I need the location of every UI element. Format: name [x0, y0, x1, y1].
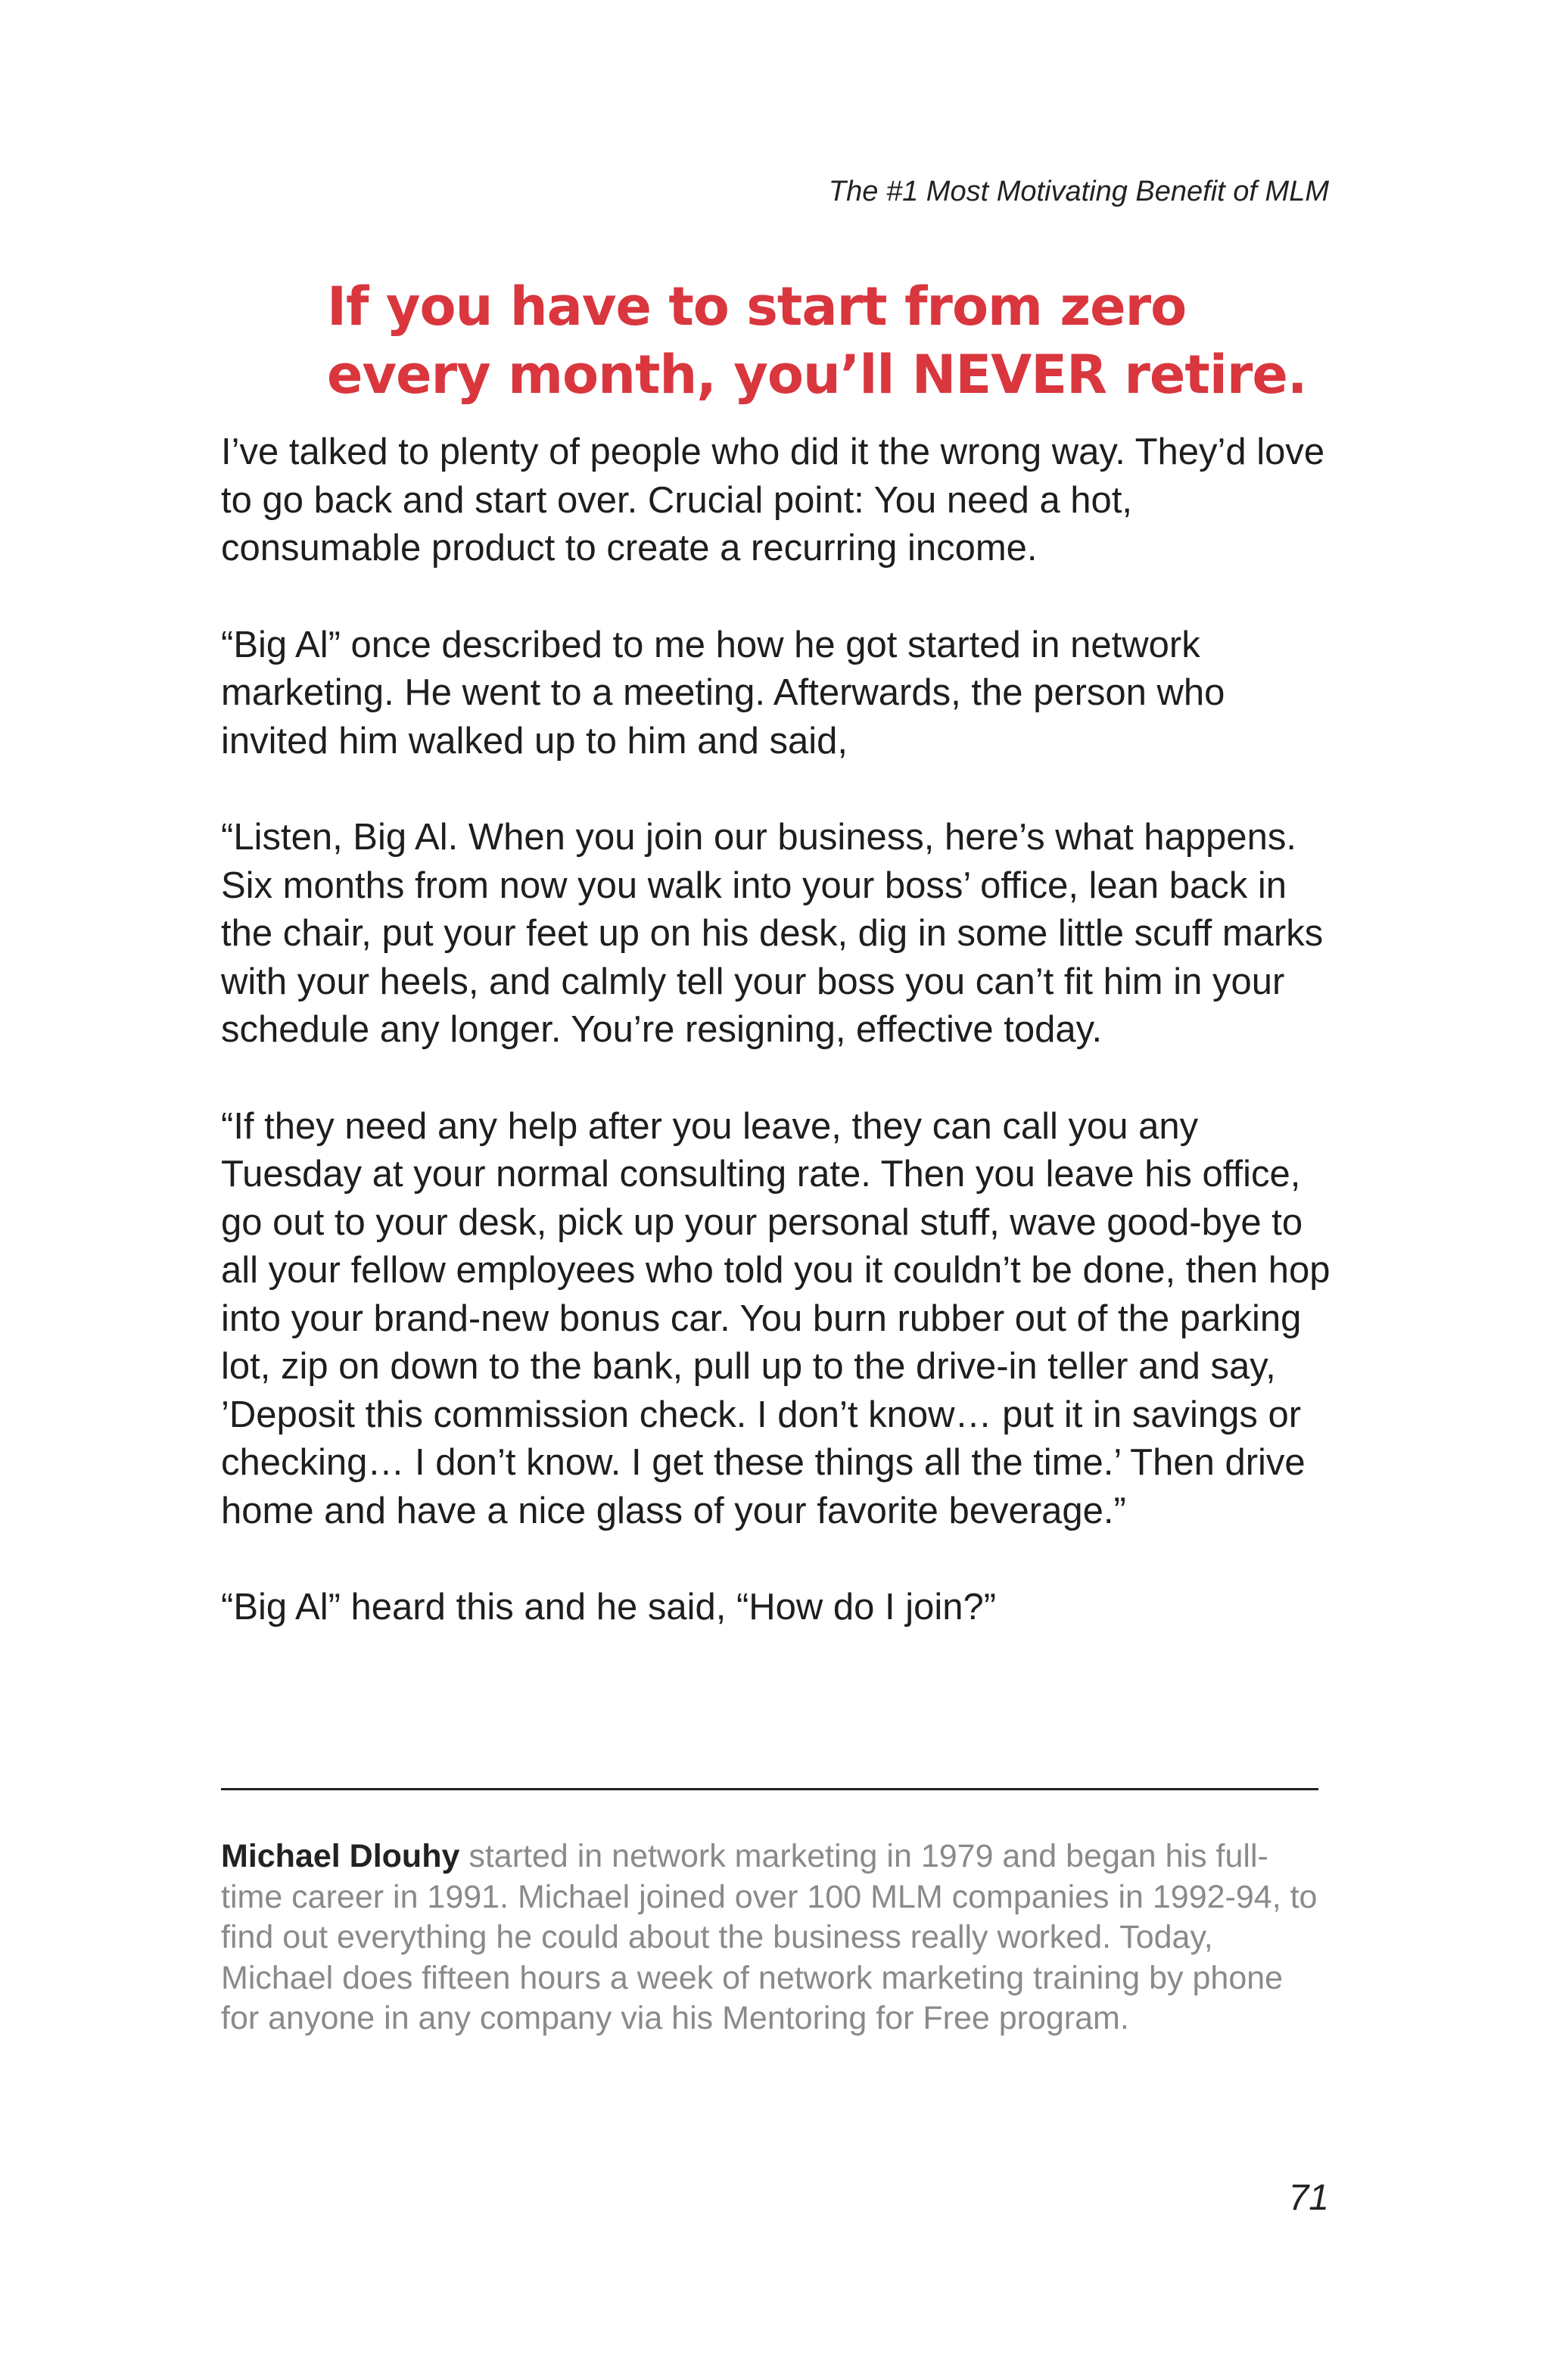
pull-quote: If you have to start from zero every month, you’ll NEVER retire. — [327, 276, 1307, 406]
author-bio-text: started in network marketing in 1979 and began his full-time career in 1991. Michael joined over 100 MLM companies in 1992-94, to find out everything he could about the business really worked. Today, Michael does fifteen hours a week of network marketing training by phone for anyone in any company via his Mentoring for Free program. — [221, 1838, 1318, 2036]
section-divider — [221, 1788, 1318, 1790]
author-name: Michael Dlouhy — [221, 1838, 460, 1874]
paragraph: I’ve talked to plenty of people who did it the wrong way. They’d love to go back and start over. Crucial point: You need a hot, consumable product to create a recurring income. — [221, 431, 1325, 569]
paragraph: “If they need any help after you leave, they can call you any Tuesday at your normal consulting rate. Then you leave his office, go out to your desk, pick up your personal stuff, wave good-bye to all your fellow employees who told you it couldn’t be done, then hop into your brand-new bonus car. You burn rubber out of the parking lot, zip on down to the bank, pull up to the drive-in teller and say, ’Deposit this commission check. I don’t know… put it in savings or checking… I don’t know. I get these things all the time.’ Then drive home and have a nice glass of your favorite beverage.” — [221, 1105, 1331, 1531]
body-text — [221, 428, 1334, 1681]
page-number: 71 — [1288, 2178, 1329, 2218]
paragraph: “Big Al” heard this and he said, “How do I join?” — [221, 1587, 997, 1628]
paragraph: “Listen, Big Al. When you join our business, here’s what happens. Six months from now you walk into your boss’ office, lean back in the chair, put your feet up on his desk, dig in some little scuff marks with your heels, and calmly tell your boss you can’t fit him in your schedule any longer. You’re resigning, effective today. — [221, 817, 1324, 1050]
author-bio — [221, 1836, 1326, 2039]
paragraph: “Big Al” once described to me how he got started in network marketing. He went to a meeting. Afterwards, the person who invited him walked up to him and said, — [221, 624, 1225, 762]
running-head: The #1 Most Motivating Benefit of MLM — [828, 176, 1329, 207]
